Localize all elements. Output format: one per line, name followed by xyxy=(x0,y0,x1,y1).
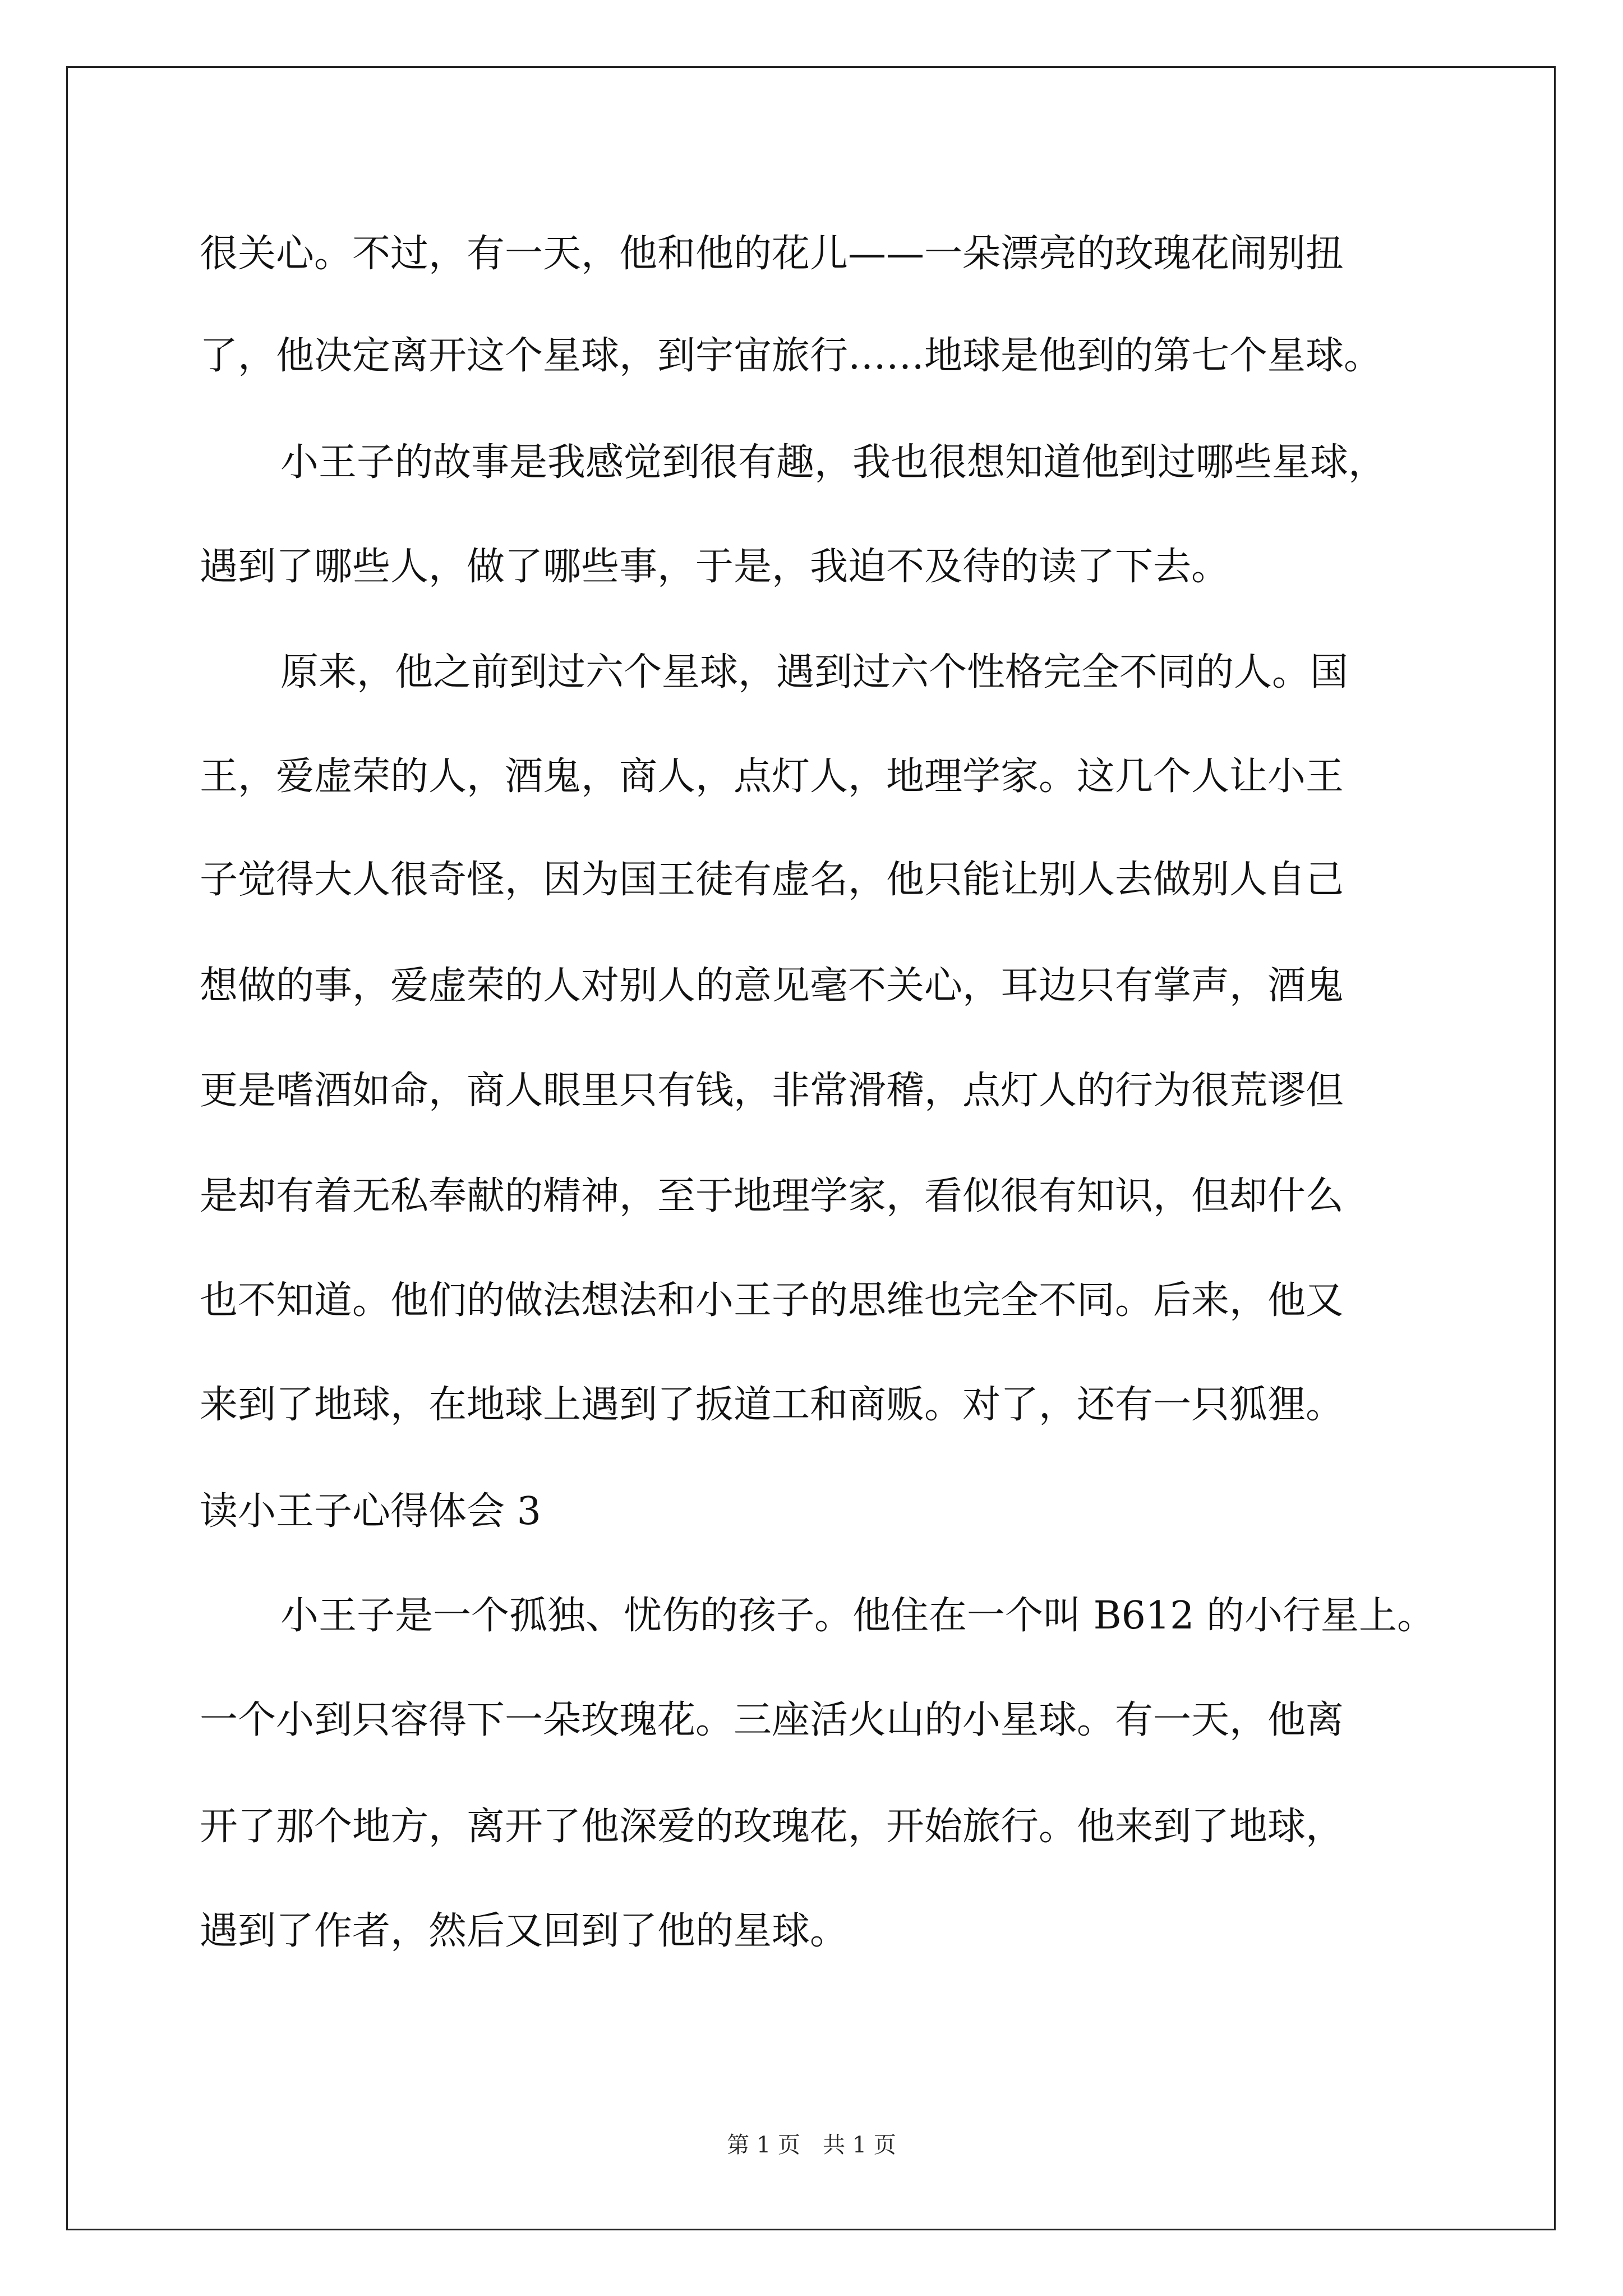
text-line: 开了那个地方，离开了他深爱的玫瑰花，开始旅行。他来到了地球， xyxy=(200,1805,1344,1849)
text-line: 很关心。不过，有一天，他和他的花儿——一朵漂亮的玫瑰花闹别扭 xyxy=(200,232,1344,276)
paragraph-first-line: 小王子是一个孤独、忧伤的孩子。他住在一个叫 B612 的小行星上。 xyxy=(280,1594,1435,1638)
text-line: 遇到了作者，然后又回到了他的星球。 xyxy=(200,1909,849,1953)
page-footer: 第 1 页 共 1 页 xyxy=(727,2132,896,2158)
text-line: 了，他决定离开这个星球，到宇宙旅行……地球是他到的第七个星球。 xyxy=(200,334,1382,378)
paragraph-first-line: 小王子的故事是我感觉到很有趣，我也很想知道他到过哪些星球， xyxy=(280,440,1387,485)
text-line: 更是嗜酒如命，商人眼里只有钱，非常滑稽，点灯人的行为很荒谬但 xyxy=(200,1069,1344,1113)
text-line: 一个小到只容得下一朵玫瑰花。三座活火山的小星球。有一天，他离 xyxy=(200,1698,1344,1742)
text-line: 想做的事，爱虚荣的人对别人的意见毫不关心，耳边只有掌声，酒鬼 xyxy=(200,964,1344,1008)
text-line: 也不知道。他们的做法想法和小王子的思维也完全不同。后来，他又 xyxy=(200,1278,1344,1323)
paragraph-first-line: 原来，他之前到过六个星球，遇到过六个性格完全不同的人。国 xyxy=(280,650,1349,694)
section-heading: 读小王子心得体会 3 xyxy=(200,1489,541,1534)
text-line: 遇到了哪些人，做了哪些事，于是，我迫不及待的读了下去。 xyxy=(200,545,1230,589)
text-line: 是却有着无私奉献的精神，至于地理学家，看似很有知识，但却什么 xyxy=(200,1174,1344,1218)
text-line: 来到了地球，在地球上遇到了扳道工和商贩。对了，还有一只狐狸。 xyxy=(200,1383,1344,1427)
text-line: 子觉得大人很奇怪，因为国王徒有虚名，他只能让别人去做别人自己 xyxy=(200,858,1344,902)
text-line: 王，爱虚荣的人，酒鬼，商人，点灯人，地理学家。这几个人让小王 xyxy=(200,754,1344,799)
